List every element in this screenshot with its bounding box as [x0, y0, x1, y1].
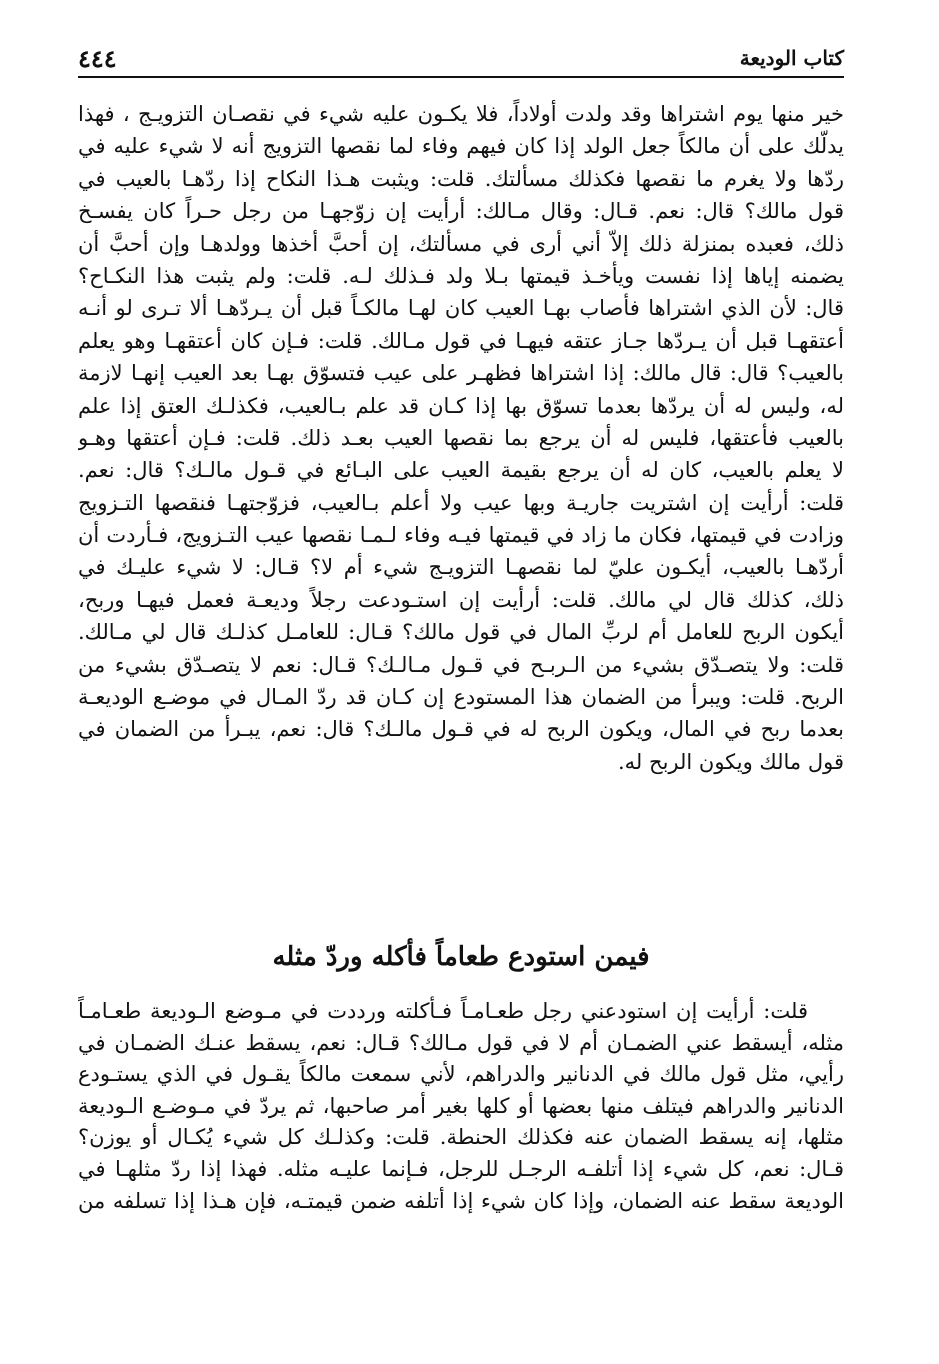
text-line: رأيي، مثل قول مالك في الدنانير والدراهم، لأني سمعت مالكاً يقـول في الذي يستـودع: [78, 1062, 844, 1087]
text-line: الوديعة سقط عنه الضمان، وإذا كان شيء إذا أتلفه ضمن قيمتـه، فإن هـذا إذا تسلفه من: [78, 1188, 844, 1213]
text-line: ردّها ولا يغرم ما نقصها فكذلك مسألتك. قلت: ويثبت هـذا النكاح إذا ردّهـا بالعيب في: [78, 166, 844, 191]
text-line: قلت: أرأيت إن استودعني رجل طعـامـاً فـأكلته ورددت في مـوضع الـوديعة طعـامـاً: [78, 999, 808, 1023]
text-line: بالعيب؟ قال: قال مالك: إذا اشتراها فظهـر على عيب فتسوّق بهـا بعد العيب إنهـا لازمة: [78, 361, 844, 386]
text-line: أعتقهـا قبل أن يـردّها جـاز عتقه فيهـا في قول مـالك. قلت: فـإن كان أعتقهـا وهو يعلم: [78, 328, 844, 353]
text-line: قلت: ولا يتصـدّق بشيء من الـربـح في قـول مـالـك؟ قـال: نعم لا يتصـدّق بشيء من: [78, 652, 844, 677]
text-line: أيكون الربح للعامل أم لربِّ المال في قول مالك؟ قـال: للعامـل كذلـك قال لي مـالك.: [78, 620, 844, 645]
page-number: ٤٤٤: [78, 44, 117, 73]
text-line: أردّهـا بالعيب، أيكـون عليّ لما نقصهـا التزويـج شيء أم لا؟ قـال: لا شيء عليـك في: [78, 555, 844, 580]
main-text-block: [78, 98, 844, 778]
text-line: يدلّك على أن مالكاً جعل الولد إذا كان فيهم وفاء لما نقصها التزويج أنه لا شيء عليه في: [78, 134, 844, 159]
text-line: مثله، أيسقط عني الضمـان أم لا في قول مـالك؟ قـال: نعم، يسقط عنـك الضمـان في: [78, 1030, 844, 1055]
text-line: لا يعلم بالعيب، كان له أن يرجع بقيمة العيب على البـائع في قـول مالـك؟ قال: نعم.: [78, 458, 844, 483]
section-text-block: [78, 996, 844, 1217]
text-line: له، وليس له أن يردّها بعدما تسوّق بها إذا كـان قد علم بـالعيب، فكذلـك العتق إذا علم: [78, 393, 844, 418]
text-line: بالعيب فأعتقها، فليس له أن يرجع بما نقصها العيب بعـد ذلك. قلت: فـإن أعتقها وهـو: [78, 425, 844, 450]
text-line: الدنانير والدراهم فيتلف منها بعضها أو كلها بغير أمر صاحبها، ثم يردّ في مـوضـع الـوديعة: [78, 1093, 844, 1118]
text-line: قـال: نعم، كل شيء إذا أتلفـه الرجـل للرجل، فـإنما عليـه مثله. فهذا إذا ردّ مثلهـا في: [78, 1156, 844, 1181]
running-head-title: كتاب الوديعة: [739, 46, 844, 70]
text-line: قلت: أرأيت إن اشتريت جاريـة وبها عيب ولا أعلم بـالعيب، فزوّجتهـا فنقصها التـزويج: [78, 490, 844, 515]
book-page: [78, 36, 844, 1336]
text-line: وزادت في قيمتها، فكان ما زاد في قيمتها فيـه وفاء لـمـا نقصها عيب التـزويج، فـأردت أن: [78, 523, 844, 548]
text-line: ذلك، فعبده بمنزلة ذلك إلاّ أني أرى في مسألتك، إن أحبَّ أخذها وولدهـا وإن أحبَّ أن: [78, 231, 844, 256]
text-line: خير منها يوم اشتراها وقد ولدت أولاداً، فلا يكـون عليه شيء في نقصـان التزويـج ، فهذا: [78, 102, 844, 126]
header-divider: [78, 76, 844, 78]
page-header: [78, 36, 844, 74]
text-line: الربح. قلت: ويبرأ من الضمان هذا المستودع إن كـان قد ردّ المـال في موضـع الوديعـة: [78, 685, 844, 710]
text-line: قال: لأن الذي اشتراها فأصاب بهـا العيب كان لهـا مالكـاً قبل أن يـردّهـا ألا تـرى لو أنـه: [78, 296, 844, 321]
text-line: قول مالك؟ قال: نعم. قـال: وقال مـالك: أرأيت إن زوّجهـا من رجل حـراً كان يفسـخ: [78, 199, 844, 224]
text-line: ذلك، كذلك قال لي مالك. قلت: أرأيت إن استـودعت رجلاً وديعـة فعمل فيهـا وربح،: [78, 587, 844, 612]
text-line: يضمنه إياها إذا نفست ويأخـذ قيمتها بـلا ولد فـذلك لـه. قلت: ولم يثبت هذا النكـاح؟: [78, 263, 844, 288]
section-heading: فيمن استودع طعاماً فأكله وردّ مثله: [272, 942, 650, 972]
text-line: بعدما ربح في المال، ويكون الربح له في قـول مالـك؟ قال: نعم، يبـرأ من الضمان في: [78, 717, 844, 742]
text-line: مثلها، إنه يسقط الضمان عنه فكذلك الحنطة. قلت: وكذلـك كل شيء يُكـال أو يوزن؟: [78, 1125, 844, 1150]
text-line: قول مالك ويكون الربح له.: [618, 749, 844, 774]
